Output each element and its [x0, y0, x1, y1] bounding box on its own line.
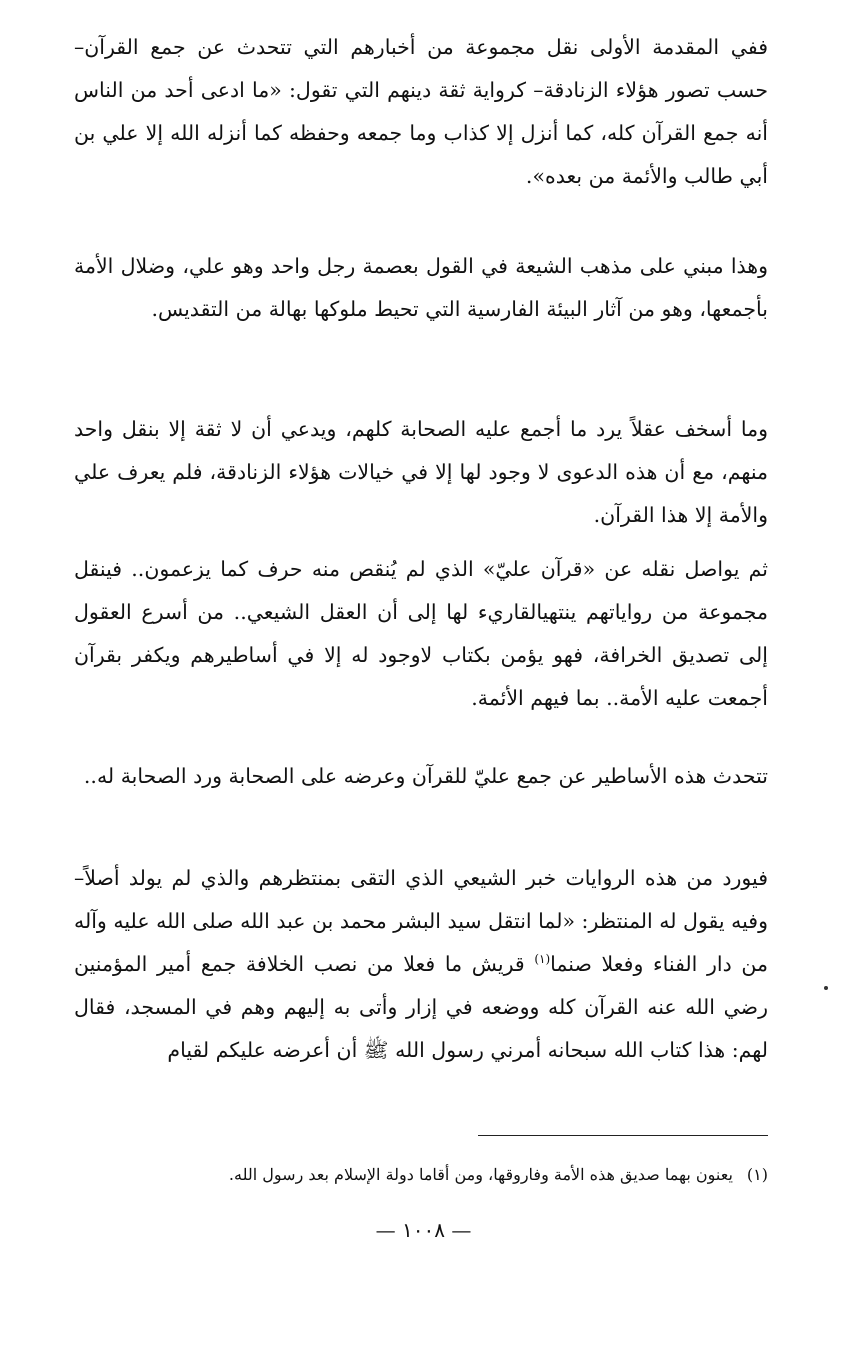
footnote-reference: (١) — [534, 952, 551, 967]
footnote-separator — [478, 1135, 768, 1136]
footnote — [74, 1160, 768, 1190]
footnote-marker: (١) — [746, 1165, 768, 1184]
paragraph-1: ففي المقدمة الأولى نقل مجموعة من أخبارهم التي تتحدث عن جمع القرآن– حسب تصور هؤلاء الزنادقة– كرواية ثقة دينهم التي تقول: «ما ادعى أحد من الناس أنه جمع القرآن كله، كما أنزل إلا كذاب وما جمعه وحفظه كما أنزله الله إلا علي بن أبي طالب والأئمة من بعده». — [74, 35, 768, 188]
scan-speck — [824, 986, 828, 990]
paragraph-6-part-1: فيورد من هذه الروايات خبر الشيعي الذي التقى بمنتظرهم والذي لم يولد أصلاً– وفيه يقول له المنتظر: «لما انتقل سيد البشر محمد بن عبد الله صلى الله عليه وآله من دار الفناء وفعلا صنما — [74, 866, 768, 976]
paragraph-2: وهذا مبني على مذهب الشيعة في القول بعصمة رجل واحد وهو علي، وضلال الأمة بأجمعها، وهو من آثار البيئة الفارسية التي تحيط ملوكها بهالة من التقديس. — [74, 254, 768, 321]
paragraph-5: تتحدث هذه الأساطير عن جمع عليّ للقرآن وعرضه على الصحابة ورد الصحابة له.. — [83, 764, 768, 788]
paragraph-6-part-2: قريش ما فعلا من نصب الخلافة جمع أمير المؤمنين رضي الله عنه القرآن كله ووضعه في إزار وأتى به إليهم وهم في المسجد، فقال لهم: هذا كتاب الله سبحانه أمرني رسول الله ﷺ أن أعرضه عليكم لقيام — [74, 952, 768, 1062]
footnote-text: يعنون بهما صديق هذه الأمة وفاروقها، ومن أقاما دولة الإسلام بعد رسول الله. — [228, 1165, 733, 1184]
paragraph-6 — [74, 857, 768, 1072]
paragraph-3: وما أسخف عقلاً يرد ما أجمع عليه الصحابة كلهم، ويدعي أن لا ثقة إلا بنقل واحد منهم، مع أن هذه الدعوى لا وجود لها إلا في خيالات هؤلاء الزنادقة، فلم يعرف علي والأمة إلا هذا القرآن. — [74, 417, 768, 527]
paragraph-4: ثم يواصل نقله عن «قرآن عليّ» الذي لم يُنقص منه حرف كما يزعمون.. فينقل مجموعة من رواياتهم ينتهيالقاريء لها إلى أن العقل الشيعي.. من أسرع العقول إلى تصديق الخرافة، فهو يؤمن بكتاب لاوجود له إلا في أساطيرهم ويكفر بقرآن أجمعت عليه الأمة.. بما فيهم الأئمة. — [74, 557, 768, 710]
page-number: — ١٠٠٨ — — [375, 1218, 472, 1242]
